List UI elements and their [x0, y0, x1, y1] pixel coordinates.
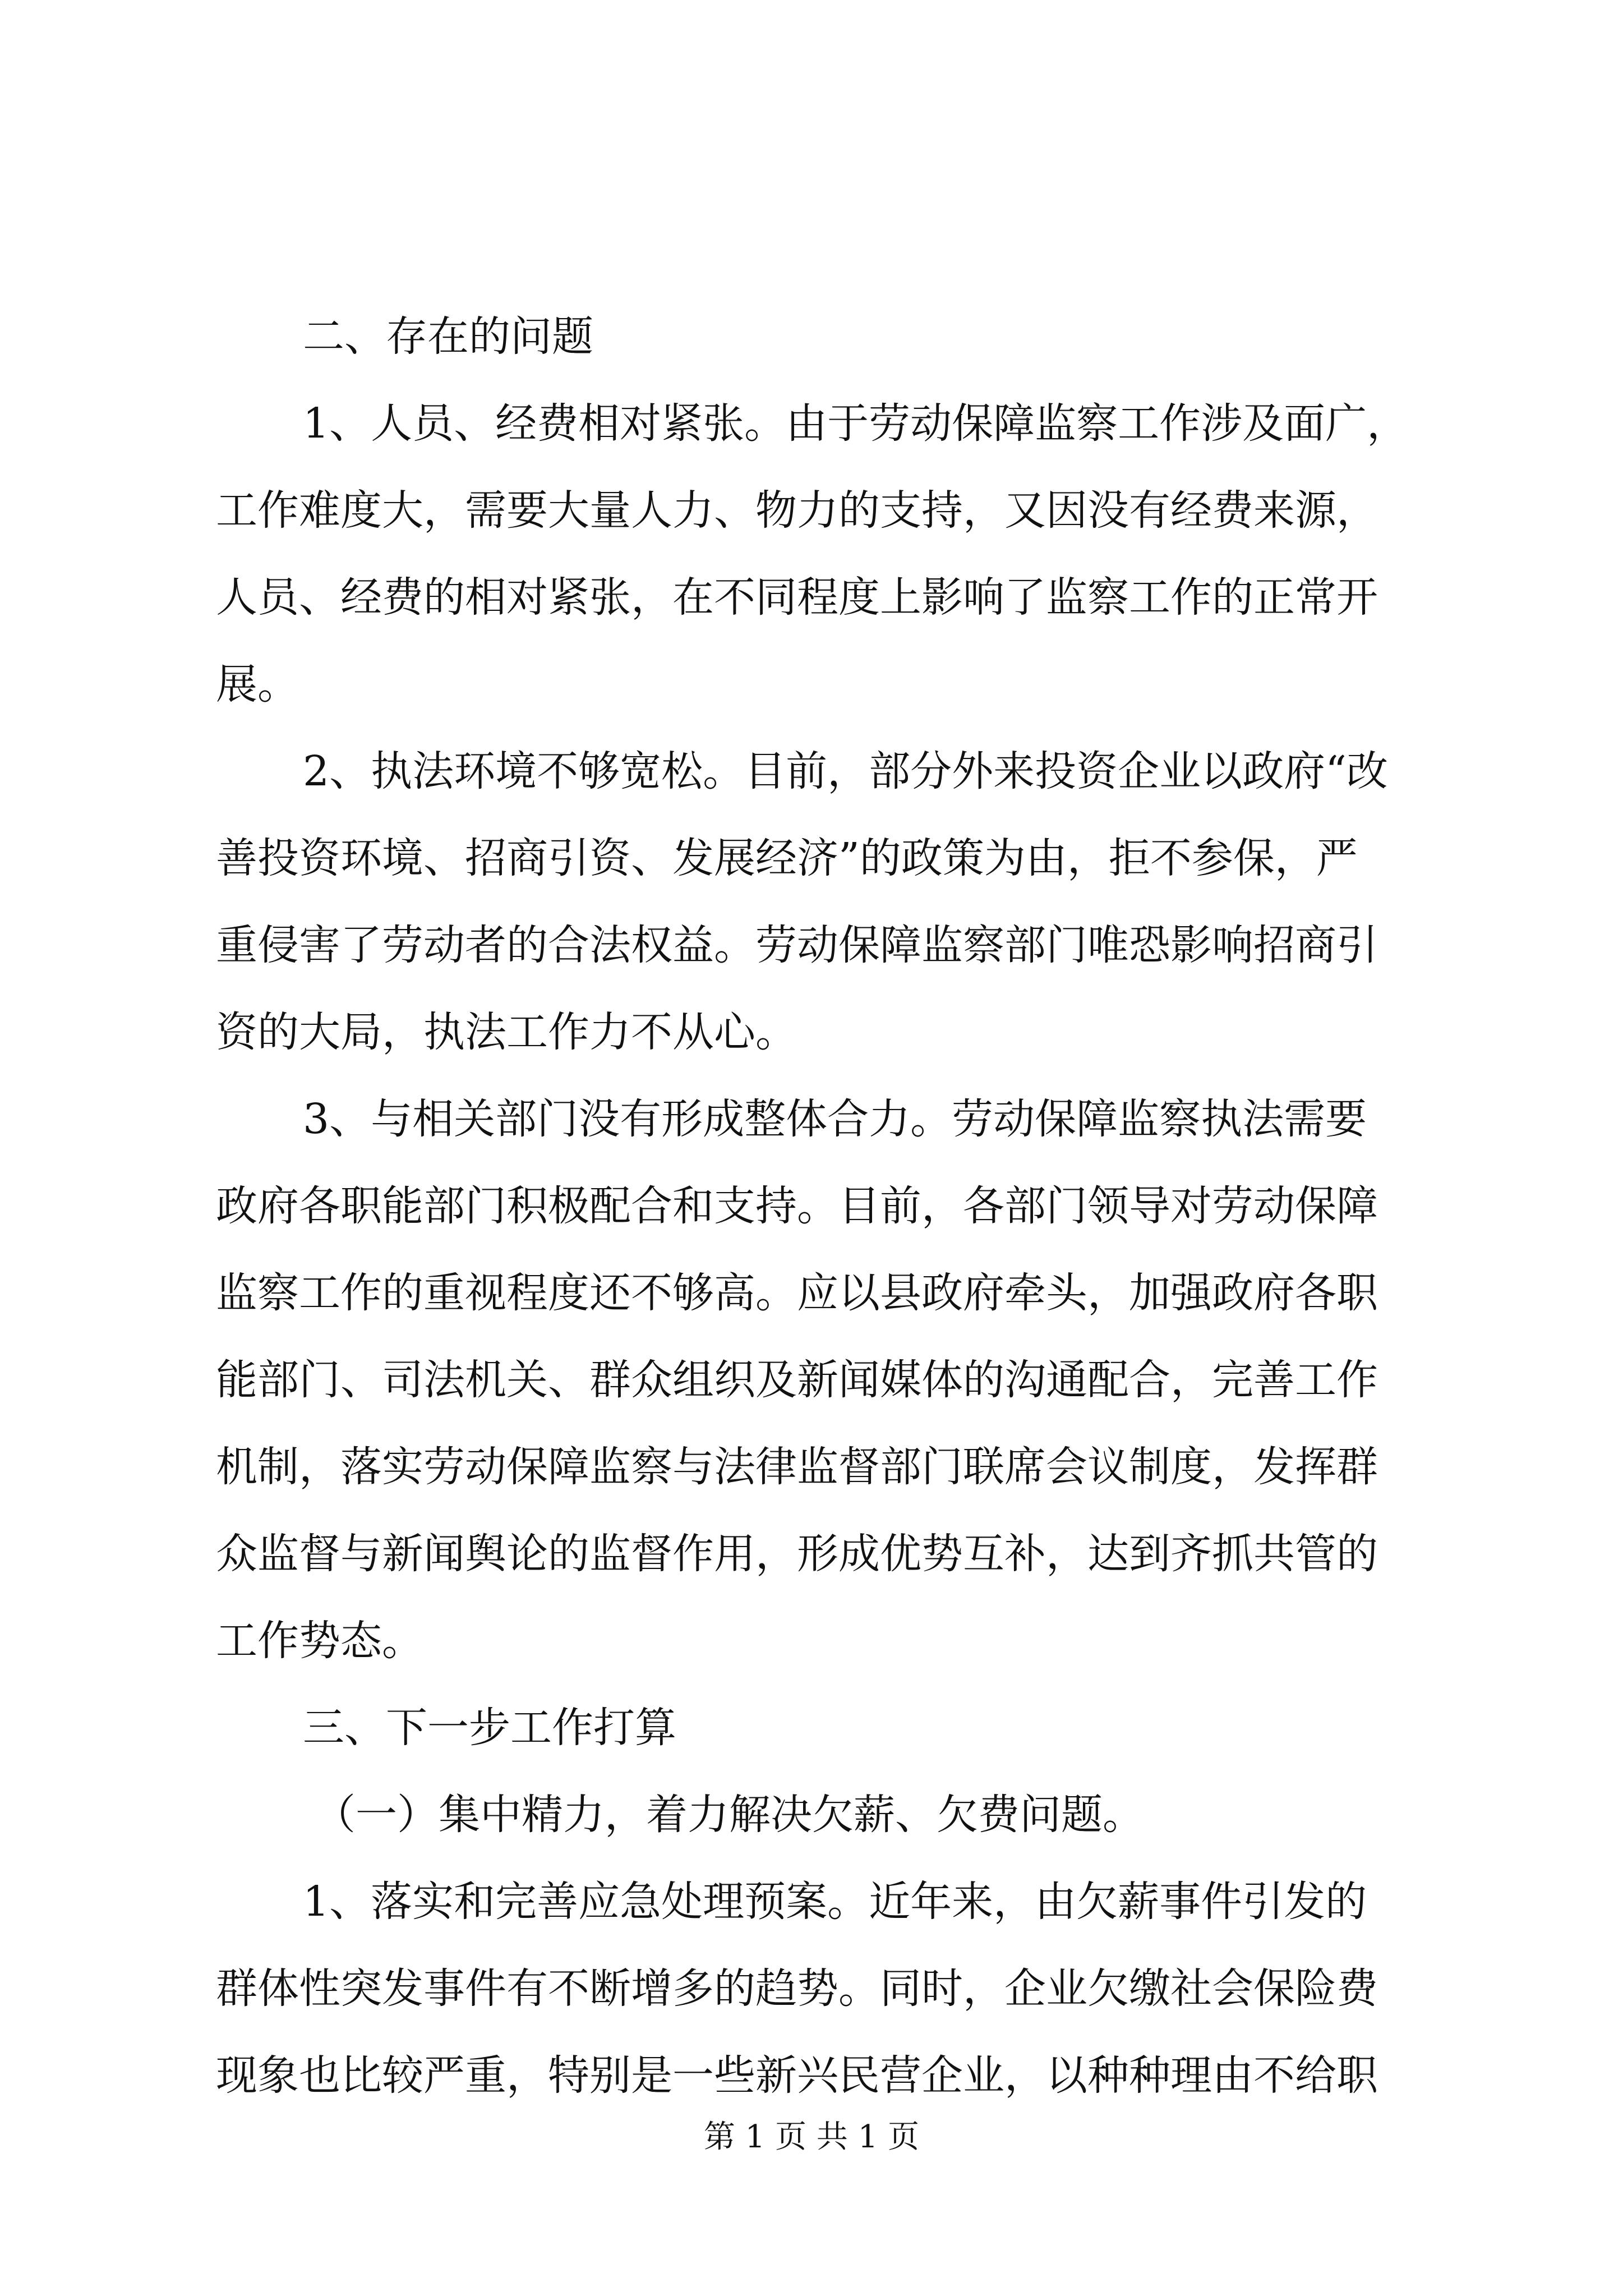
- paragraph-line: 监察工作的重视程度还不够高。应以县政府牵头，加强政府各职: [216, 1269, 1378, 1317]
- paragraph-line: 2、执法环境不够宽松。目前，部分外来投资企业以政府“改: [303, 747, 1388, 795]
- page-footer: 第 1 页 共 1 页: [703, 2119, 920, 2155]
- paragraph-line: 1、人员、经费相对紧张。由于劳动保障监察工作涉及面广，: [303, 399, 1409, 448]
- paragraph-line: 人员、经费的相对紧张，在不同程度上影响了监察工作的正常开: [216, 573, 1378, 622]
- paragraph-line: 群体性突发事件有不断增多的趋势。同时，企业欠缴社会保险费: [216, 1964, 1378, 2013]
- paragraph-line: 1、落实和完善应急处理预案。近年来，由欠薪事件引发的: [303, 1878, 1367, 1926]
- paragraph-line: 工作势态。: [216, 1617, 423, 1665]
- section-heading-problems: 二、存在的问题: [303, 312, 593, 361]
- paragraph-line: 3、与相关部门没有形成整体合力。劳动保障监察执法需要: [303, 1095, 1367, 1143]
- paragraph-line: 众监督与新闻舆论的监督作用，形成优势互补，达到齐抓共管的: [216, 1530, 1378, 1578]
- paragraph-line: 能部门、司法机关、群众组织及新闻媒体的沟通配合，完善工作: [216, 1356, 1378, 1404]
- paragraph-line: 重侵害了劳动者的合法权益。劳动保障监察部门唯恐影响招商引: [216, 921, 1378, 969]
- paragraph-line: 善投资环境、招商引资、发展经济”的政策为由，拒不参保，严: [216, 834, 1358, 882]
- paragraph-line: 资的大局，执法工作力不从心。: [216, 1008, 797, 1056]
- paragraph-line: 工作难度大，需要大量人力、物力的支持，又因没有经费来源，: [216, 486, 1378, 535]
- section-heading-next-steps: 三、下一步工作打算: [303, 1704, 676, 1752]
- paragraph-line: 展。: [216, 660, 299, 708]
- paragraph-line: 现象也比较严重，特别是一些新兴民营企业，以种种理由不给职: [216, 2051, 1378, 2100]
- paragraph-line: 政府各职能部门积极配合和支持。目前，各部门领导对劳动保障: [216, 1182, 1378, 1230]
- subsection-heading: （一）集中精力，着力解决欠薪、欠费问题。: [314, 1791, 1144, 1839]
- paragraph-line: 机制，落实劳动保障监察与法律监督部门联席会议制度，发挥群: [216, 1443, 1378, 1491]
